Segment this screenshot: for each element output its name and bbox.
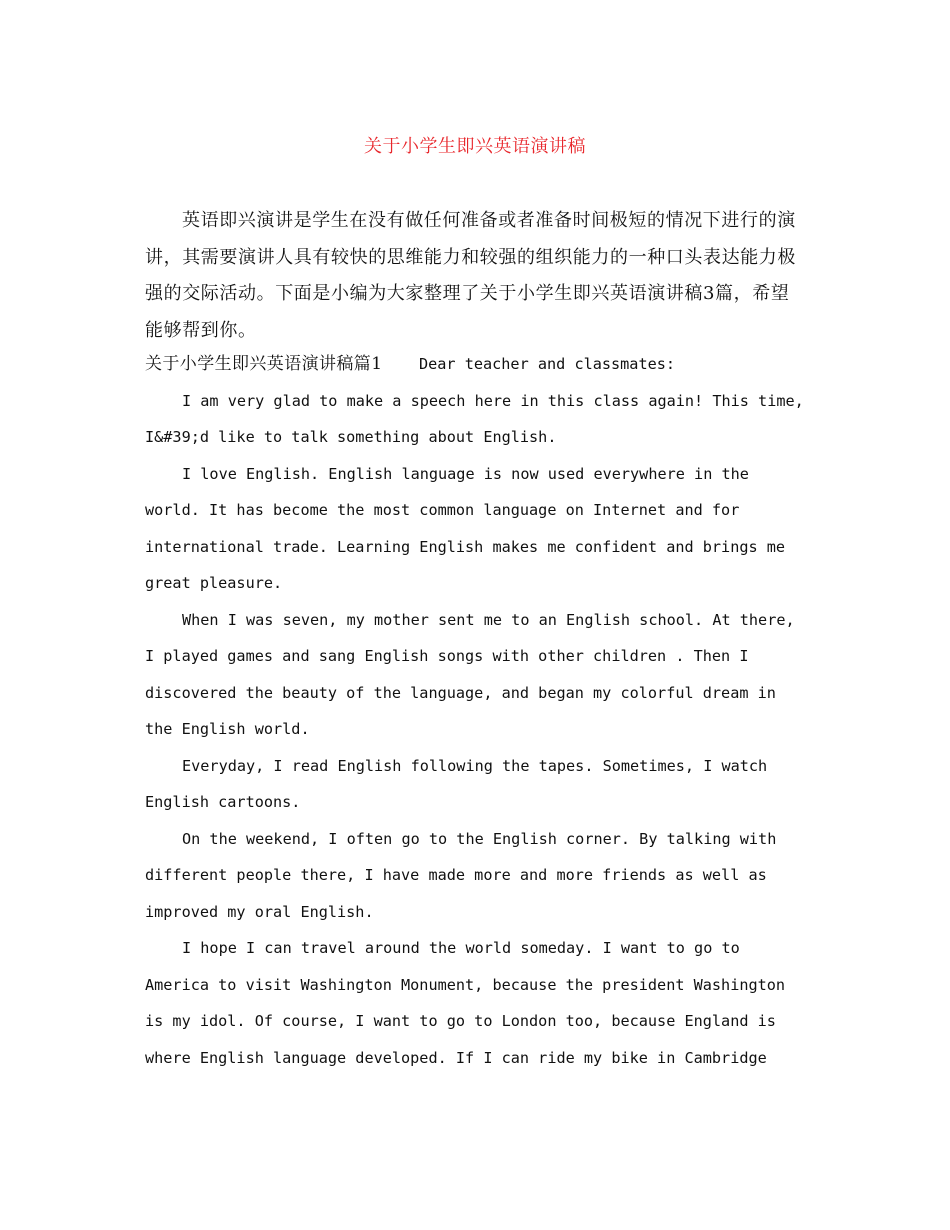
paragraph: I am very glad to make a speech here in this class again! This time, I&#39;d like to talk something about English. bbox=[145, 391, 804, 446]
paragraph: I love English. English language is now used everywhere in the world. It has become the most common language on Internet and for international trade. Learning English makes me confident and brings me great pleasure. bbox=[145, 464, 786, 592]
greeting: Dear teacher and classmates: bbox=[419, 355, 676, 373]
section-heading: 关于小学生即兴英语演讲稿篇1 bbox=[145, 354, 383, 374]
paragraph: When I was seven, my mother sent me to an English school. At there, I played games and sang English songs with other children . Then I discovered the beauty of the language, and began my colorful dream in the English world. bbox=[145, 610, 795, 738]
intro-paragraph: 英语即兴演讲是学生在没有做任何准备或者准备时间极短的情况下进行的演讲，其需要演讲人具有较快的思维能力和较强的组织能力的一种口头表达能力极强的交际活动。下面是小编为大家整理了关于小学生即兴英语演讲稿3篇，希望能够帮到你。 bbox=[145, 210, 796, 341]
paragraph: I hope I can travel around the world someday. I want to go to America to visit Washington Monument, because the president Washington is my idol. Of course, I want to go to London too, because England is where English language developed. If I can ride my bike in Cambridge bbox=[145, 939, 786, 1067]
paragraph: Everyday, I read English following the tapes. Sometimes, I watch English cartoons. bbox=[145, 756, 768, 811]
document-title: 关于小学生即兴英语演讲稿 bbox=[364, 136, 586, 157]
speech-body bbox=[145, 346, 810, 1076]
paragraph: On the weekend, I often go to the English corner. By talking with different people there, I have made more and more friends as well as improved my oral English. bbox=[145, 829, 777, 921]
section-heading-line bbox=[145, 346, 810, 383]
